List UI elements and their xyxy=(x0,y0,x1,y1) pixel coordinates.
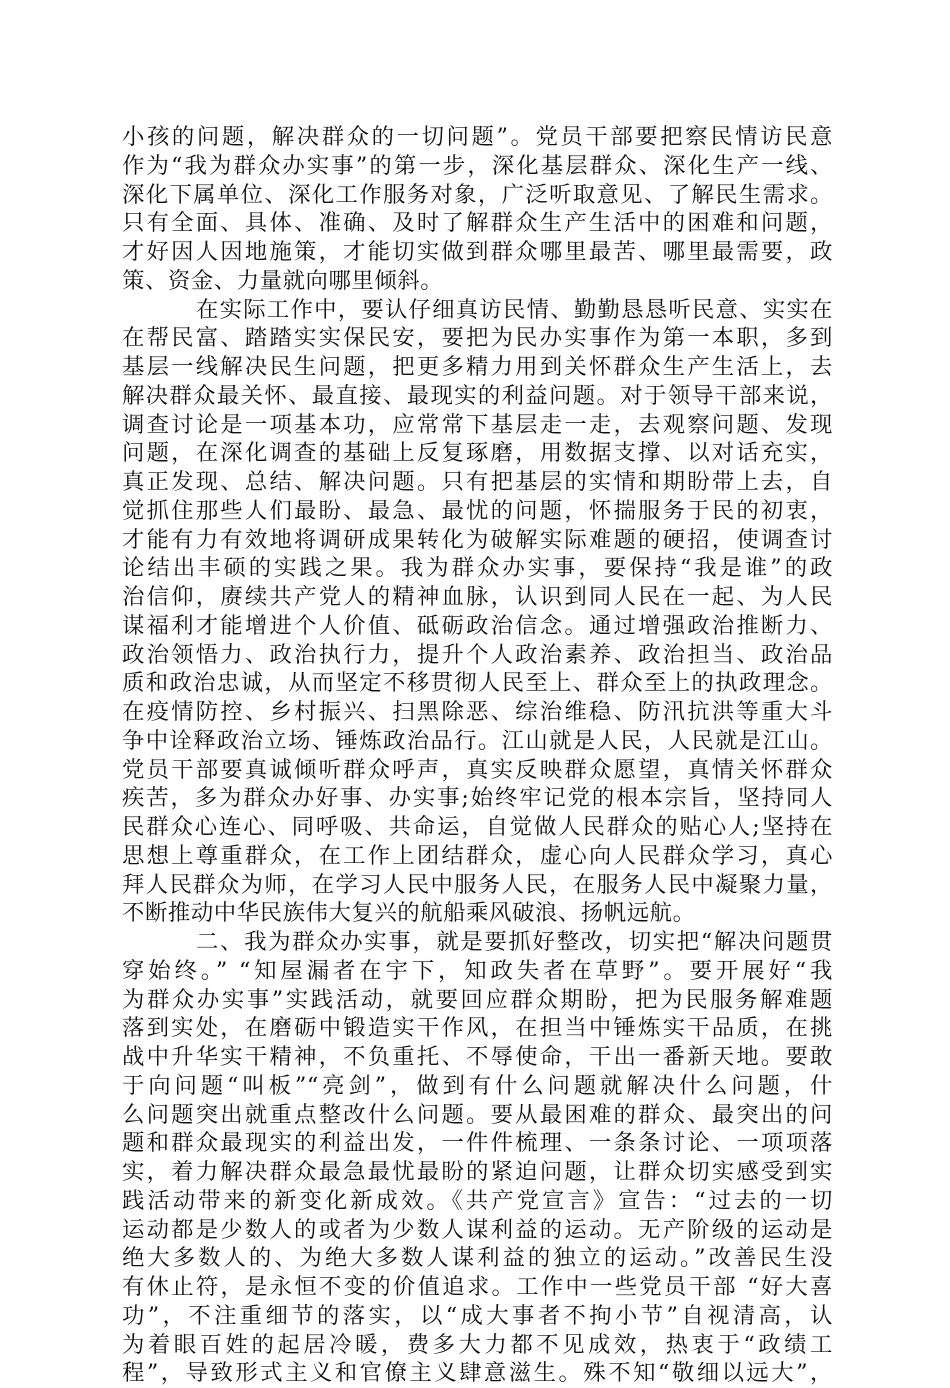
text-line: 觉抓住那些人们最盼、最急、最忧的问题，怀揣服务于民的初衷， xyxy=(122,497,833,524)
text-line: 问题，在深化调查的基础上反复琢磨，用数据支撑、以对话充实， xyxy=(122,440,833,467)
text-line: 才好因人因地施策，才能切实做到群众哪里最苦、哪里最需要，政 xyxy=(122,239,833,265)
text-line: 穿始终。” “知屋漏者在宇下，知政失者在草野”。要开展好“我 xyxy=(122,957,833,984)
text-line: 作为“我为群众办实事”的第一步，深化基层群众、深化生产一线、 xyxy=(122,152,833,179)
text-line: 拜人民群众为师，在学习人民中服务人民，在服务人民中凝聚力量， xyxy=(122,871,833,898)
text-line: 么问题突出就重点整改什么问题。要从最困难的群众、最突出的问 xyxy=(122,1101,833,1128)
text-line: 二、我为群众办实事，就是要抓好整改，切实把“解决问题贯 xyxy=(196,929,833,955)
text-line: 只有全面、具体、准确、及时了解群众生产生活中的困难和问题， xyxy=(122,210,833,237)
text-line: 不断推动中华民族伟大复兴的航船乘风破浪、扬帆远航。 xyxy=(122,900,696,927)
text-line: 功”，不注重细节的落实，以“成大事者不拘小节”自视清高，认 xyxy=(122,1302,833,1329)
text-line: 小孩的问题，解决群众的一切问题”。党员干部要把察民情访民意 xyxy=(122,124,833,150)
text-line: 深化下属单位、深化工作服务对象，广泛听取意见、了解民生需求。 xyxy=(122,181,833,208)
text-line: 于向问题“叫板”“亮剑”，做到有什么问题就解决什么问题，什 xyxy=(122,1072,833,1099)
text-line: 题和群众最现实的利益出发，一件件梳理、一条条讨论、一项项落 xyxy=(122,1130,833,1157)
text-line: 治信仰，赓续共产党人的精神血脉，认识到同人民在一起、为人民 xyxy=(122,584,833,610)
text-line: 真正发现、总结、解决问题。只有把基层的实情和期盼带上去，自 xyxy=(122,469,833,495)
text-line: 策、资金、力量就向哪里倾斜。 xyxy=(122,267,444,294)
text-line: 实，着力解决群众最急最忧最盼的紧迫问题，让群众切实感受到实 xyxy=(122,1159,833,1185)
text-line: 运动都是少数人的或者为少数人谋利益的运动。无产阶级的运动是 xyxy=(122,1216,833,1243)
text-line: 有休止符，是永恒不变的价值追求。工作中一些党员干部 “好大喜 xyxy=(122,1274,833,1300)
text-line: 在疫情防控、乡村振兴、扫黑除恶、综治维稳、防汛抗洪等重大斗 xyxy=(122,699,833,725)
text-line: 为群众办实事”实践活动，就要回应群众期盼，把为民服务解难题 xyxy=(122,986,833,1013)
text-line: 在帮民富、踏踏实实保民安，要把为民办实事作为第一本职，多到 xyxy=(122,325,833,352)
text-line: 民群众心连心、同呼吸、共命运，自觉做人民群众的贴心人;坚持在 xyxy=(122,814,833,840)
text-line: 思想上尊重群众，在工作上团结群众，虚心向人民群众学习，真心 xyxy=(122,842,833,869)
text-line: 政治领悟力、政治执行力，提升个人政治素养、政治担当、政治品 xyxy=(122,641,833,668)
text-line: 才能有力有效地将调研成果转化为破解实际难题的硬招，使调查讨 xyxy=(122,526,833,553)
text-line: 疾苦，多为群众办好事、办实事;始终牢记党的根本宗旨，坚持同人 xyxy=(122,785,833,812)
document-body xyxy=(122,123,833,1388)
text-line: 在实际工作中，要认仔细真访民情、勤勤恳恳听民意、实实在 xyxy=(196,296,833,323)
text-line: 论结出丰硕的实践之果。我为群众办实事，要保持“我是谁”的政 xyxy=(122,555,833,582)
text-line: 落到实处，在磨砺中锻造实干作风，在担当中锤炼实干品质，在挑 xyxy=(122,1015,833,1042)
text-line: 质和政治忠诚，从而坚定不移贯彻人民至上、群众至上的执政理念。 xyxy=(122,670,833,697)
text-line: 为着眼百姓的起居冷暖，费多大力都不见成效，热衷于“政绩工 xyxy=(122,1331,833,1358)
text-line: 解决群众最关怀、最直接、最现实的利益问题。对于领导干部来说， xyxy=(122,382,833,409)
text-line: 争中诠释政治立场、锤炼政治品行。江山就是人民，人民就是江山。 xyxy=(122,727,833,754)
text-line: 程”，导致形式主义和官僚主义肆意滋生。殊不知“敬细以远大”， xyxy=(122,1360,833,1387)
text-line: 调查讨论是一项基本功，应常常下基层走一走，去观察问题、发现 xyxy=(122,411,833,438)
text-line: 谋福利才能增进个人价值、砥砺政治信念。通过增强政治推断力、 xyxy=(122,612,833,639)
text-line: 基层一线解决民生问题，把更多精力用到关怀群众生产生活上，去 xyxy=(122,354,833,380)
text-line: 战中升华实干精神，不负重托、不辱使命，干出一番新天地。要敢 xyxy=(122,1044,833,1070)
text-line: 党员干部要真诚倾听群众呼声，真实反映群众愿望，真情关怀群众 xyxy=(122,756,833,783)
text-line: 践活动带来的新变化新成效。《共产党宣言》宣告：“过去的一切 xyxy=(122,1187,833,1214)
text-line: 绝大多数人的、为绝大多数人谋利益的独立的运动。”改善民生没 xyxy=(122,1245,833,1272)
